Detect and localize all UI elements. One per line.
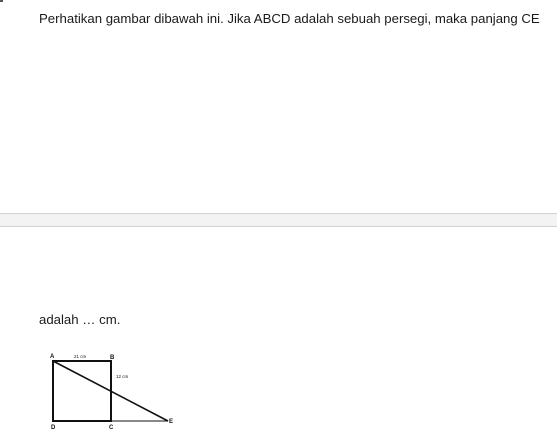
measure-ab: 21 cm [74,354,87,359]
measure-b-side: 12 cm [116,374,129,379]
corner-mark [0,0,3,2]
vertex-label-c: C [109,425,114,431]
page-break [0,213,557,227]
geometry-figure [0,345,200,443]
square-abcd [53,361,111,421]
question-text-line-1: Perhatikan gambar dibawah ini. Jika ABCD adalah sebuah persegi, maka panjang CE [39,11,540,26]
vertex-label-d: D [51,425,56,431]
vertex-label-a: A [50,354,55,360]
vertex-label-e: E [169,419,174,425]
question-text-line-2: adalah … cm. [39,312,121,327]
vertex-label-b: B [110,355,115,361]
